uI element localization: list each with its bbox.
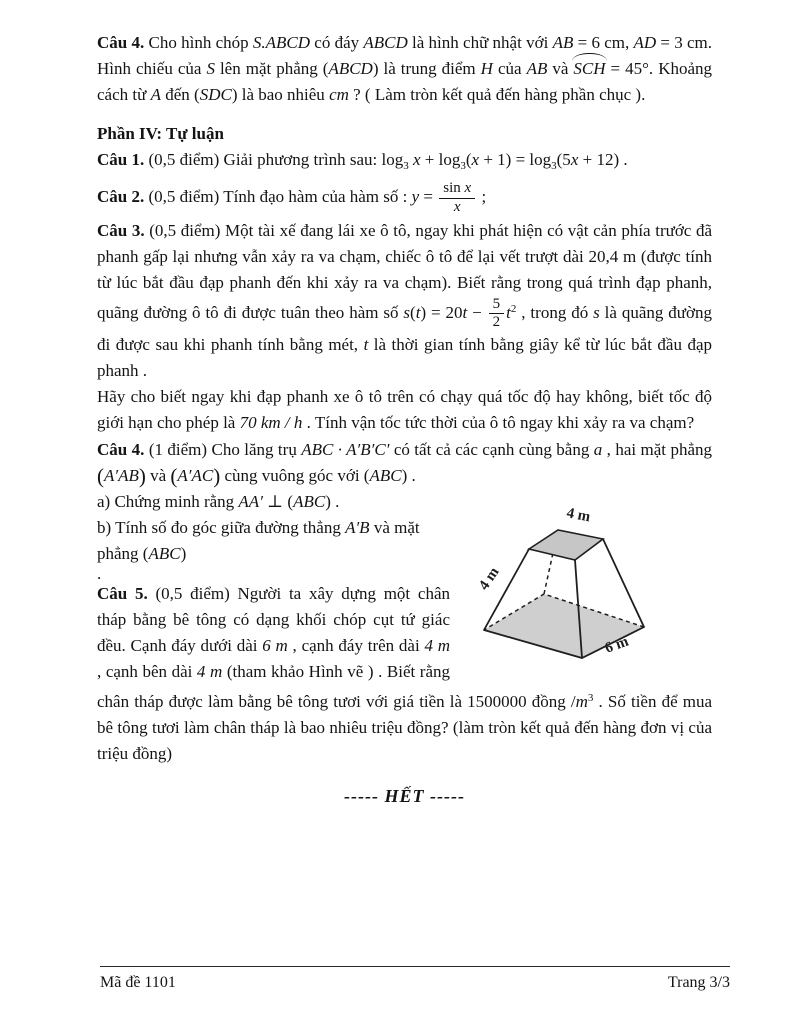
question-4-part-b: b) Tính số đo góc giữa đường thẳng A′B và mặt phẳng (ABC)	[97, 518, 420, 563]
frustum-figure	[462, 497, 694, 673]
question-2: Câu 2. (0,5 điểm) Tính đạo hàm của hàm số : y = $\frac{\text{sin x}}{x}$ ;	[97, 180, 487, 215]
page-number: Trang 3/3	[667, 974, 730, 991]
figure-label-side-edge: 4 m	[476, 564, 503, 594]
section-heading-phan-iv: Phần IV: Tự luận	[97, 124, 224, 143]
fraction: $\frac{5}{2}$	[487, 296, 507, 333]
question-5-block	[97, 489, 712, 767]
stray-period: .	[97, 564, 102, 583]
question-1: Câu 1. (0,5 điểm) Giải phương trình sau: $\log_3 x + \log_3(x + 1) = \log_3(5x + 12)$ .	[97, 150, 628, 172]
question-4: Câu 4. (1 điểm) Cho lăng trụ ABC · A′B′C′ có tất cả các cạnh cùng bằng a , hai mặt phẳng (A′AB) và (A′AC) cùng vuông góc với (ABC) .	[97, 440, 712, 488]
question-4-part3: Câu 4. Cho hình chóp S.ABCD có đáy ABCD là hình chữ nhật với AB = 6 cm, AD = 3 cm. Hình chiếu của S lên mặt phẳng (ABCD) là trung điểm H của AB và SCH = 45°. Khoảng cách từ A đến (SDC) là bao nhiêu cm ? ( Làm tròn kết quả đến hàng phần chục ).	[97, 33, 713, 104]
question-4-part-a: a) Chứng minh rằng AA′ ⊥ (ABC) .	[97, 492, 340, 511]
exam-code: Mã đề 1101	[100, 974, 176, 991]
page-footer	[100, 966, 730, 996]
frustum-top-face	[529, 530, 603, 560]
fraction: $\frac{\text{sin x}}{x}$	[437, 180, 477, 217]
question-3: Câu 3. (0,5 điểm) Một tài xế đang lái xe ô tô, ngay khi phát hiện có vật cản phía trước đã phanh gấp lại nhưng vẫn xảy ra va chạm, chiếc ô tô để lại vết trượt dài 20,4 m (được tính từ lúc bắt đầu đạp phanh đến khi xảy ra va chạm). Biết rằng trong quá trình đạp phanh, quãng đường ô tô đi được tuân theo hàm số s(t) = 20t − $\frac{5}{2}$ $t^2$ , trong đó s là quãng đường đi được sau khi phanh tính bằng mét, t là thời gian tính bằng giây kể từ lúc bắt đầu đạp phanh .	[97, 220, 713, 380]
figure-label-bottom-edge: 6 m	[602, 633, 631, 657]
end-of-exam-marker: ----- HẾT -----	[344, 786, 465, 806]
question-3-continued: Hãy cho biết ngay khi đạp phanh xe ô tô trên có chạy quá tốc độ hay không, biết tốc độ giới hạn cho phép là 70 km / h . Tính vận tốc tức thời của ô tô ngay khi xảy ra va chạm?	[97, 387, 712, 432]
figure-label-top-edge: 4 m	[565, 505, 592, 526]
frustum-drawing	[462, 497, 694, 673]
question-5: Câu 5. (0,5 điểm) Người ta xây dựng một chân tháp bằng bê tông có dạng khối chóp cụt tứ giác đều. Cạnh đáy dưới dài 6 m , cạnh đáy trên dài 4 m , cạnh bên dài 4 m (tham khảo Hình vẽ ) . Biết rằng chân tháp được làm bằng bê tông tươi với giá tiền là 1500000 đồng $/m^3$ . Số tiền để mua bê tông tươi làm chân tháp là bao nhiêu triệu đồng? (làm tròn kết quả đến hàng đơn vị của triệu đồng)	[97, 584, 713, 763]
